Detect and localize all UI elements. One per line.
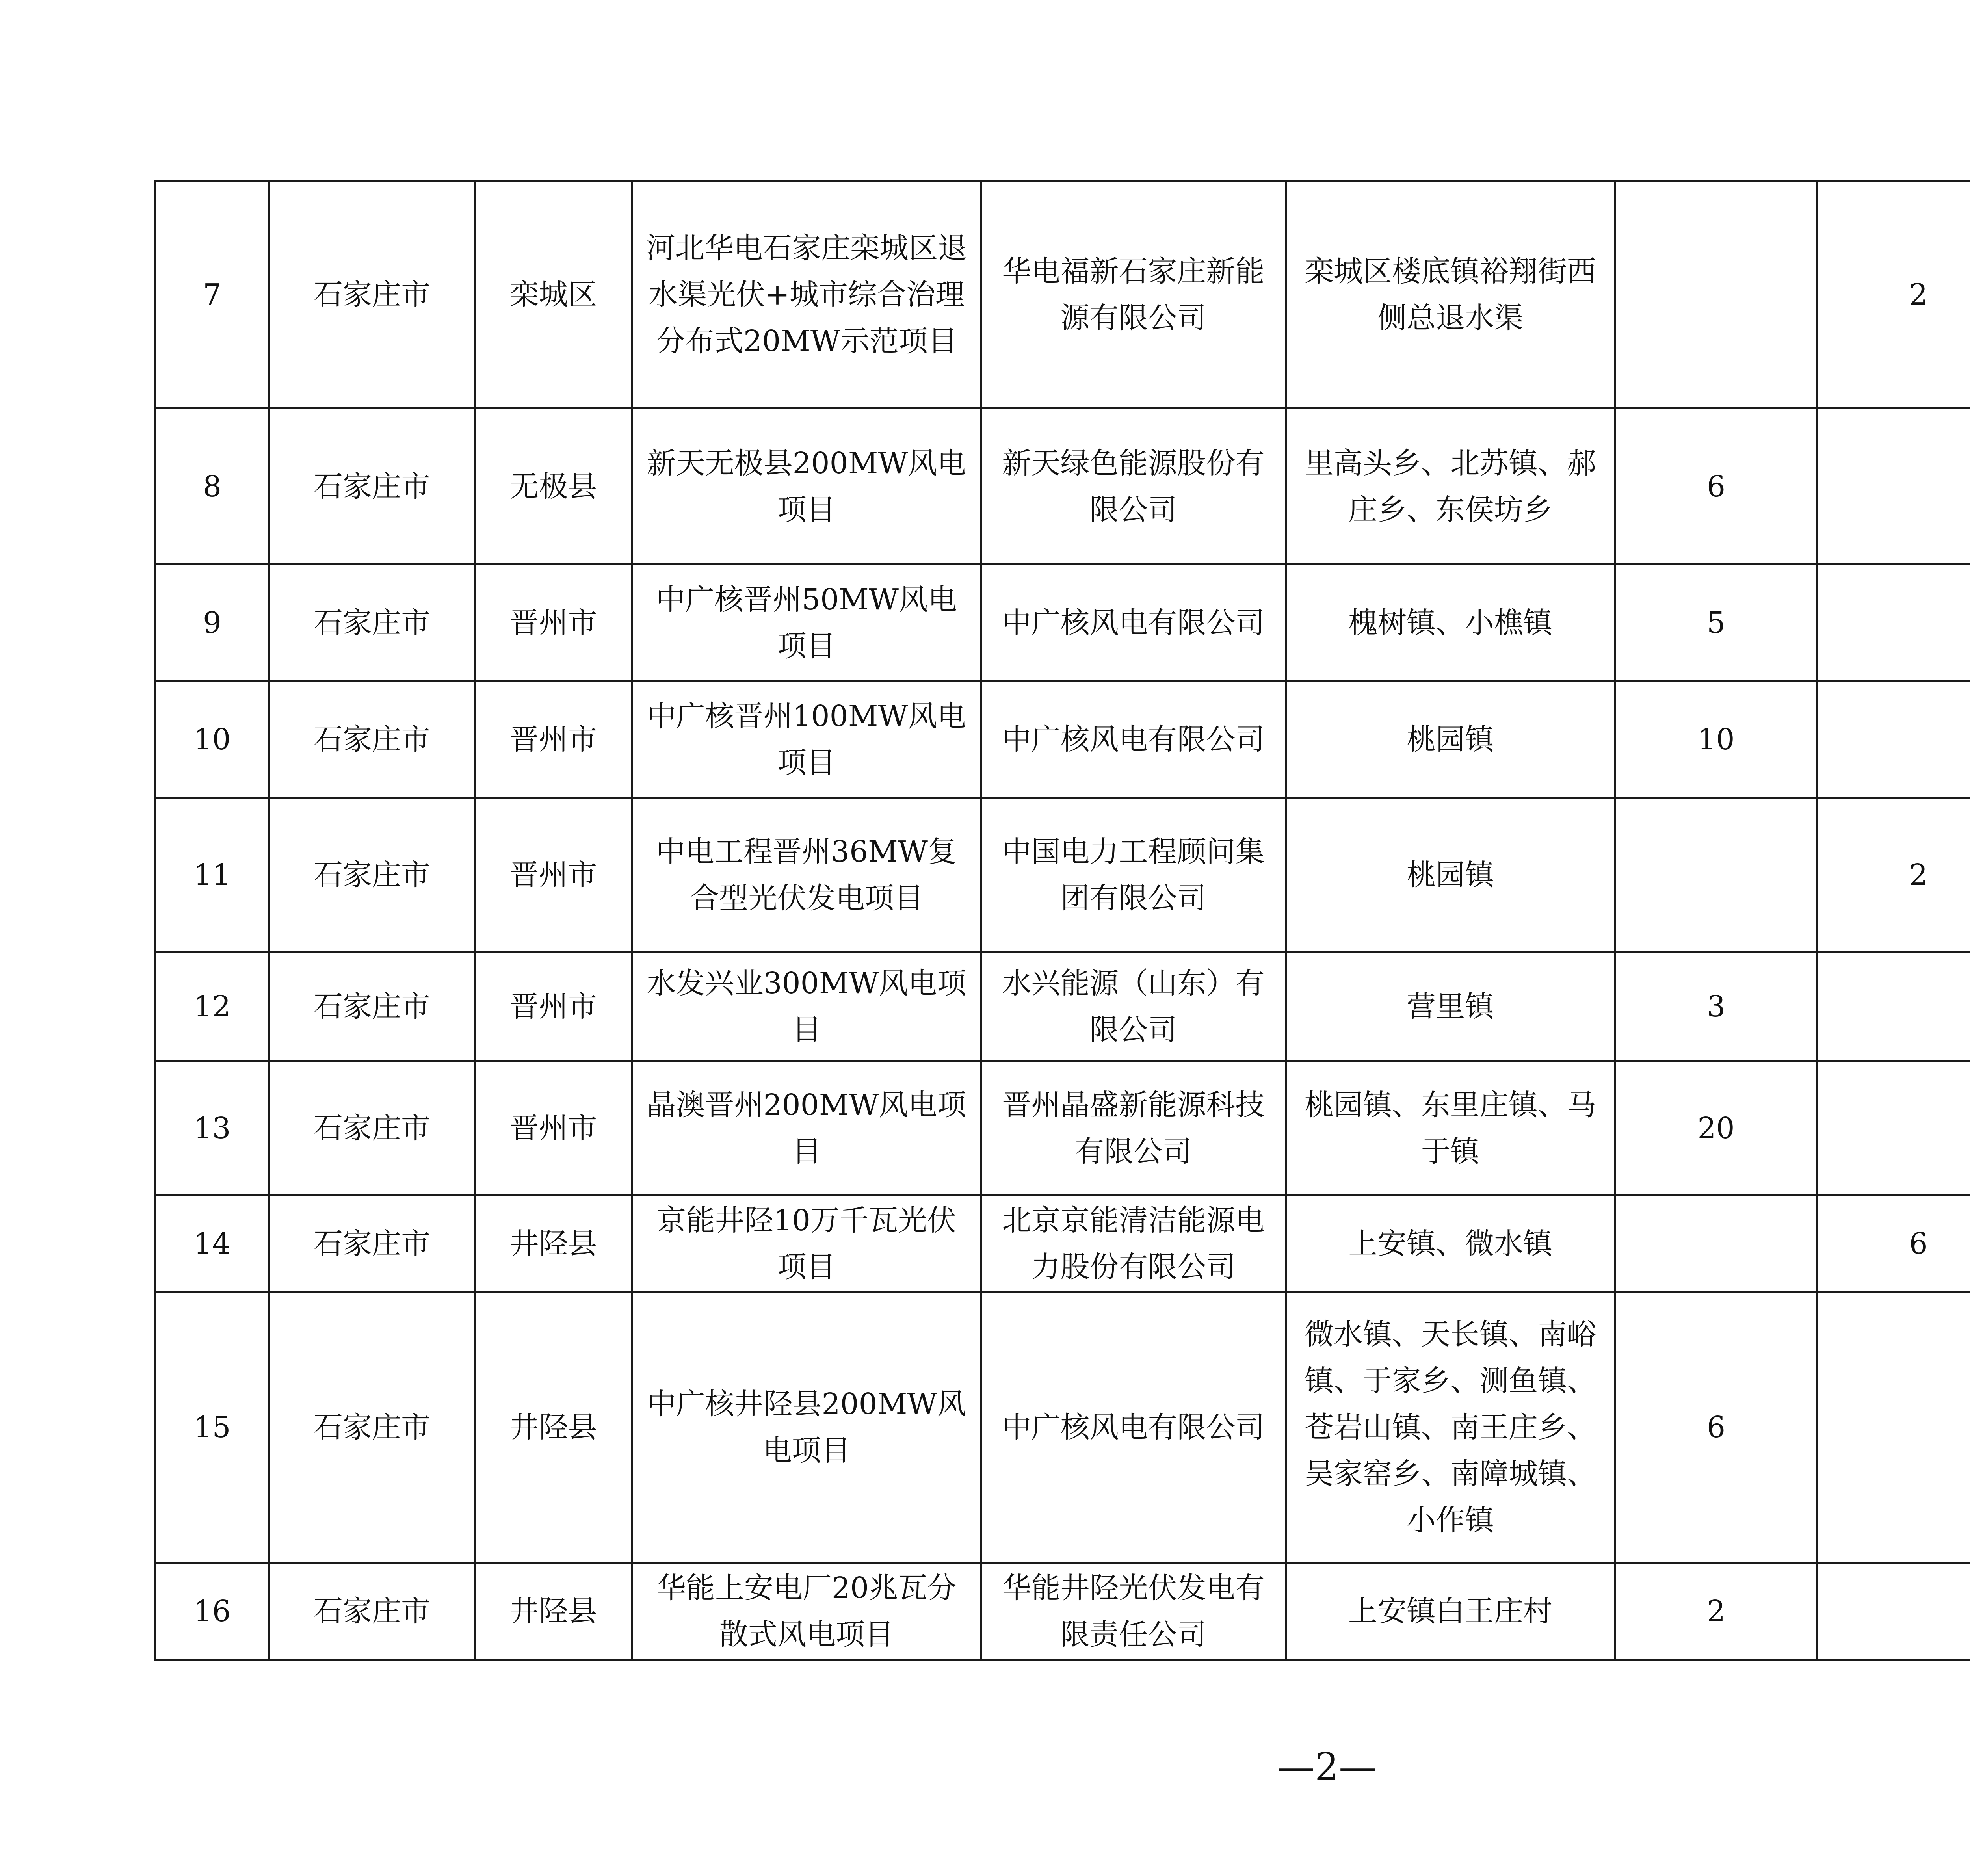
cell-company: 中国电力工程顾问集团有限公司 (981, 798, 1286, 952)
cell-serial-number: 7 (155, 181, 269, 409)
cell-location: 桃园镇 (1286, 798, 1615, 952)
cell-value-a: 20 (1615, 1061, 1818, 1195)
cell-value-a: 6 (1615, 1292, 1818, 1563)
cell-location: 微水镇、天长镇、南峪镇、于家乡、测鱼镇、苍岩山镇、南王庄乡、吴家窑乡、南障城镇、小作镇 (1286, 1292, 1615, 1563)
cell-location: 里高头乡、北苏镇、郝庄乡、东侯坊乡 (1286, 409, 1615, 565)
cell-serial-number: 15 (155, 1292, 269, 1563)
cell-company: 新天绿色能源股份有限公司 (981, 409, 1286, 565)
cell-value-b (1818, 565, 1970, 681)
cell-company: 华电福新石家庄新能源有限公司 (981, 181, 1286, 409)
cell-company: 北京京能清洁能源电力股份有限公司 (981, 1195, 1286, 1292)
cell-city: 石家庄市 (269, 1061, 475, 1195)
cell-value-a (1615, 1195, 1818, 1292)
cell-county: 井陉县 (475, 1563, 632, 1660)
table-row (155, 1195, 1970, 1292)
cell-county: 井陉县 (475, 1195, 632, 1292)
cell-value-a (1615, 798, 1818, 952)
cell-value-b (1818, 681, 1970, 798)
table-row (155, 952, 1970, 1061)
cell-county: 晋州市 (475, 681, 632, 798)
table-body (155, 181, 1970, 1660)
table-row (155, 1563, 1970, 1660)
cell-city: 石家庄市 (269, 181, 475, 409)
cell-company: 中广核风电有限公司 (981, 681, 1286, 798)
cell-serial-number: 11 (155, 798, 269, 952)
cell-value-b (1818, 409, 1970, 565)
cell-serial-number: 9 (155, 565, 269, 681)
cell-serial-number: 8 (155, 409, 269, 565)
cell-location: 上安镇白王庄村 (1286, 1563, 1615, 1660)
cell-project-name: 晶澳晋州200MW风电项目 (632, 1061, 981, 1195)
cell-project-name: 中广核晋州50MW风电项目 (632, 565, 981, 681)
page-number: —2— (1277, 1745, 1377, 1789)
cell-location: 营里镇 (1286, 952, 1615, 1061)
cell-serial-number: 12 (155, 952, 269, 1061)
cell-location: 桃园镇 (1286, 681, 1615, 798)
cell-location: 上安镇、微水镇 (1286, 1195, 1615, 1292)
cell-county: 晋州市 (475, 1061, 632, 1195)
cell-county: 无极县 (475, 409, 632, 565)
cell-value-b (1818, 1563, 1970, 1660)
cell-value-a: 6 (1615, 409, 1818, 565)
cell-value-a (1615, 181, 1818, 409)
cell-project-name: 水发兴业300MW风电项目 (632, 952, 981, 1061)
cell-value-a: 10 (1615, 681, 1818, 798)
cell-city: 石家庄市 (269, 409, 475, 565)
cell-project-name: 河北华电石家庄栾城区退水渠光伏+城市综合治理分布式20MW示范项目 (632, 181, 981, 409)
project-table (154, 180, 1970, 1661)
cell-value-a: 2 (1615, 1563, 1818, 1660)
table-row (155, 181, 1970, 409)
cell-value-b: 6 (1818, 1195, 1970, 1292)
cell-company: 中广核风电有限公司 (981, 565, 1286, 681)
cell-city: 石家庄市 (269, 1563, 475, 1660)
table-row (155, 1061, 1970, 1195)
cell-value-a: 5 (1615, 565, 1818, 681)
cell-project-name: 中广核井陉县200MW风电项目 (632, 1292, 981, 1563)
cell-city: 石家庄市 (269, 952, 475, 1061)
cell-location: 桃园镇、东里庄镇、马于镇 (1286, 1061, 1615, 1195)
cell-value-b: 2 (1818, 181, 1970, 409)
cell-value-b (1818, 1292, 1970, 1563)
cell-value-a: 3 (1615, 952, 1818, 1061)
cell-county: 井陉县 (475, 1292, 632, 1563)
cell-company: 华能井陉光伏发电有限责任公司 (981, 1563, 1286, 1660)
cell-county: 晋州市 (475, 565, 632, 681)
table-row (155, 798, 1970, 952)
cell-city: 石家庄市 (269, 1292, 475, 1563)
cell-project-name: 中电工程晋州36MW复合型光伏发电项目 (632, 798, 981, 952)
table-row (155, 565, 1970, 681)
table-row (155, 1292, 1970, 1563)
cell-county: 晋州市 (475, 798, 632, 952)
cell-location: 栾城区楼底镇裕翔街西侧总退水渠 (1286, 181, 1615, 409)
cell-value-b: 2 (1818, 798, 1970, 952)
cell-company: 晋州晶盛新能源科技有限公司 (981, 1061, 1286, 1195)
table-row (155, 681, 1970, 798)
cell-county: 晋州市 (475, 952, 632, 1061)
cell-city: 石家庄市 (269, 1195, 475, 1292)
cell-project-name: 中广核晋州100MW风电项目 (632, 681, 981, 798)
cell-location: 槐树镇、小樵镇 (1286, 565, 1615, 681)
cell-project-name: 华能上安电厂20兆瓦分散式风电项目 (632, 1563, 981, 1660)
cell-city: 石家庄市 (269, 565, 475, 681)
cell-value-b (1818, 952, 1970, 1061)
cell-company: 中广核风电有限公司 (981, 1292, 1286, 1563)
cell-city: 石家庄市 (269, 681, 475, 798)
cell-serial-number: 10 (155, 681, 269, 798)
cell-city: 石家庄市 (269, 798, 475, 952)
table-row (155, 409, 1970, 565)
cell-serial-number: 16 (155, 1563, 269, 1660)
cell-value-b (1818, 1061, 1970, 1195)
cell-project-name: 京能井陉10万千瓦光伏项目 (632, 1195, 981, 1292)
cell-county: 栾城区 (475, 181, 632, 409)
cell-serial-number: 14 (155, 1195, 269, 1292)
cell-company: 水兴能源（山东）有限公司 (981, 952, 1286, 1061)
cell-serial-number: 13 (155, 1061, 269, 1195)
cell-project-name: 新天无极县200MW风电项目 (632, 409, 981, 565)
